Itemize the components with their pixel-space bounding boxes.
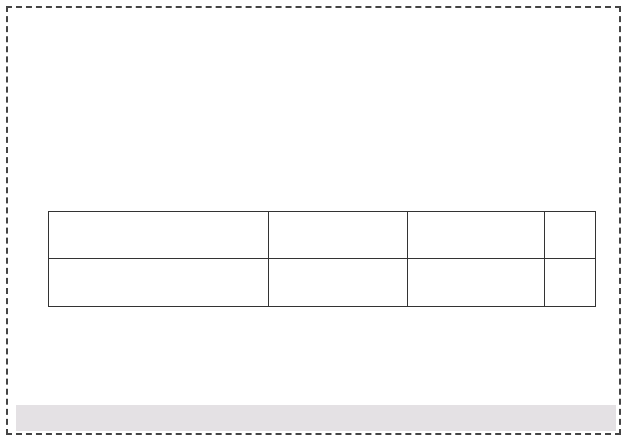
column-header-project <box>408 212 545 259</box>
cell-row-number <box>545 259 596 307</box>
projects-table <box>48 211 596 307</box>
cell-project <box>408 259 545 307</box>
tender-notice <box>6 6 621 435</box>
table-header-row <box>49 212 596 259</box>
cell-guarantee <box>49 259 269 307</box>
column-header-guarantee <box>49 212 269 259</box>
table-row <box>49 259 596 307</box>
column-header-estimate <box>269 212 408 259</box>
cell-estimate <box>269 259 408 307</box>
signature-band <box>16 405 616 431</box>
column-header-row-number <box>545 212 596 259</box>
notice-title <box>148 30 508 58</box>
